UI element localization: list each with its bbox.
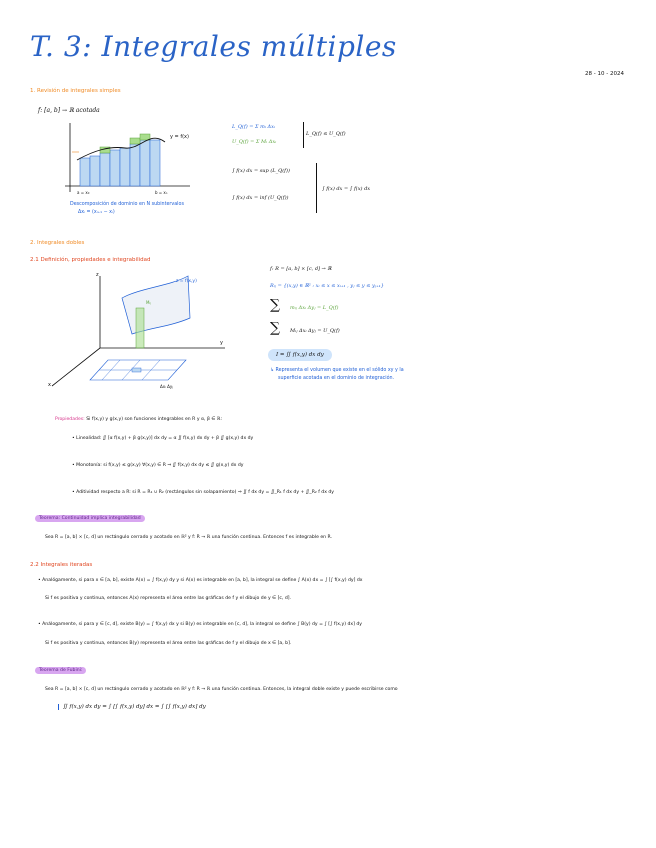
page-title: T. 3: Integrales múltiples <box>30 30 397 63</box>
property-additivity-label: • Aditividad respecto a R: <box>72 490 131 495</box>
theorem-continuity-tag: Teorema: Continuidad implica integrabilidad <box>35 515 145 522</box>
domain-function: f: R = [a, b] × [c, d] → ℝ <box>270 266 332 272</box>
double-upper-sum: Mᵢⱼ Δxᵢ Δyⱼ = U_Q(f) <box>290 328 340 334</box>
double-integral-definition: I = ∬ f(x,y) dx dy <box>268 349 332 361</box>
lower-sum: L_Q(f) = Σ mᵢ Δxᵢ <box>232 124 275 130</box>
y-axis-label: y <box>220 340 223 346</box>
property-linearity: ∬ [α f(x,y) + β g(x,y)] dx dy = α ∬ f(x,y) dx dy + β ∬ g(x,y) dx dy <box>102 436 254 441</box>
sigma-icon-2: ∑ <box>270 320 280 336</box>
sum-inequality: L_Q(f) ≤ U_Q(f) <box>306 131 346 137</box>
svg-text:y = f(x): y = f(x) <box>170 134 189 140</box>
riemann-sum-figure <box>55 118 195 198</box>
subsection-2-2: 2.2 Integrales iteradas <box>30 562 93 568</box>
mij-label: Mᵢⱼ <box>146 300 151 305</box>
rij-definition: Rᵢⱼ = {(x,y) ∈ ℝ² : xᵢ ≤ x ≤ xᵢ₊₁ , yⱼ ≤ y ≤ yⱼ₊₁} <box>270 283 384 289</box>
section-heading-1: 1. Revisión de integrales simples <box>30 88 121 94</box>
svg-text:a = x₀: a = x₀ <box>77 190 90 195</box>
bracket-2 <box>312 163 317 213</box>
sigma-icon-1: ∑ <box>270 297 280 313</box>
theorem-continuity-text: Sea R = [a, b] × [c, d] un rectángulo cerrado y acotado en ℝ² y f: R → ℝ una función continua. Entonces f es integrable en R. <box>45 535 333 540</box>
upper-sum: U_Q(f) = Σ Mᵢ Δxᵢ <box>232 139 277 145</box>
volume-note-1: ↳ Representa el volumen que existe en el sólido xy y la <box>270 368 404 373</box>
subsection-2-1: 2.1 Definición, propiedades e integrabilidad <box>30 257 151 263</box>
property-linearity-label: • Linealidad: <box>72 436 102 441</box>
theorem-fubini-text: Sea R = [a, b] × [c, d] un rectángulo cerrado y acotado en ℝ² y f: R → ℝ una función continua. Entonces, la integral doble existe y puede escribirse como <box>45 687 398 692</box>
double-lower-sum: mᵢⱼ Δxᵢ Δyⱼ = L_Q(f) <box>290 305 339 311</box>
x-axis-label: x <box>48 382 51 388</box>
properties-intro: Si f(x,y) y g(x,y) son funciones integrables en R y α, β ∈ ℝ: <box>86 417 222 422</box>
bracket-1 <box>300 122 304 148</box>
property-additivity: si R = R₁ ∪ R₂ (rectángulos sin solapamiento) ⇒ ∬ f dx dy = ∬_R₁ f dx dy + ∬_R₂ f dx dy <box>132 490 335 495</box>
svg-text:b = xₙ: b = xₙ <box>155 190 168 195</box>
partition-note: Descomposición de dominio en N subintervalos <box>70 202 184 207</box>
fubini-formula: ∬ f(x,y) dx dy = ∫ [∫ f(x,y) dy] dx = ∫ [∫ f(x,y) dx] dy <box>58 704 206 710</box>
date-label: 28 - 10 - 2024 <box>585 71 624 77</box>
theorem-fubini-tag: Teorema de Fubini: <box>35 667 86 674</box>
lower-integral: ∫ f(x) dx = sup (L_Q(f)) <box>232 168 290 174</box>
iterated-b-definition: • Análogamente, si para y ∈ [c, d], existe B(y) = ∫ f(x,y) dx y si B(y) es integrable en [c, d], la integral se define ∫ B(y) dy = ∫ [∫ f(x,y) dx] dy <box>38 622 362 627</box>
double-integral-figure <box>40 268 230 398</box>
property-monotonicity-label: • Monotonía: <box>72 463 102 468</box>
integral-equality: ∫ f(x) dx = ∫ f(x) dx <box>322 186 371 192</box>
z-axis-label: z <box>96 272 99 278</box>
upper-integral: ∫ f(x) dx = inf (U_Q(f)) <box>232 195 289 201</box>
area-element-label: Δxᵢ Δyⱼ <box>160 384 173 389</box>
function-definition: f: [a, b] → ℝ acotada <box>38 107 100 114</box>
surface-label: z = f(x,y) <box>176 279 197 284</box>
iterated-a-definition: • Analógamente, si para x ∈ [a, b], existe A(x) = ∫ f(x,y) dy y si A(x) es integrable en [a, b], la integral se define ∫ A(x) dx = ∫ [∫ f(x,y) dy] dx <box>38 578 363 583</box>
properties-title: Propiedades: <box>55 417 85 422</box>
property-monotonicity: si f(x,y) ≤ g(x,y) ∀(x,y) ∈ R ⇒ ∬ f(x,y) dx dy ≤ ∬ g(x,y) dx dy <box>103 463 244 468</box>
iterated-b-note: Si f es positiva y continua, entonces B(y) representa el área entre las gráficas de f y el dibujo de x ∈ [a, b]. <box>45 641 292 646</box>
iterated-a-note: Si f es positiva y continua, entonces A(x) representa el área entre las gráficas de f y el dibujo de y ∈ [c, d]. <box>45 596 292 601</box>
volume-note-2: superficie acotada en el dominio de integración. <box>278 376 395 381</box>
section-heading-2: 2. Integrales dobles <box>30 240 85 246</box>
delta-definition: Δxᵢ = (xᵢ₊₁ − xᵢ) <box>78 210 115 215</box>
